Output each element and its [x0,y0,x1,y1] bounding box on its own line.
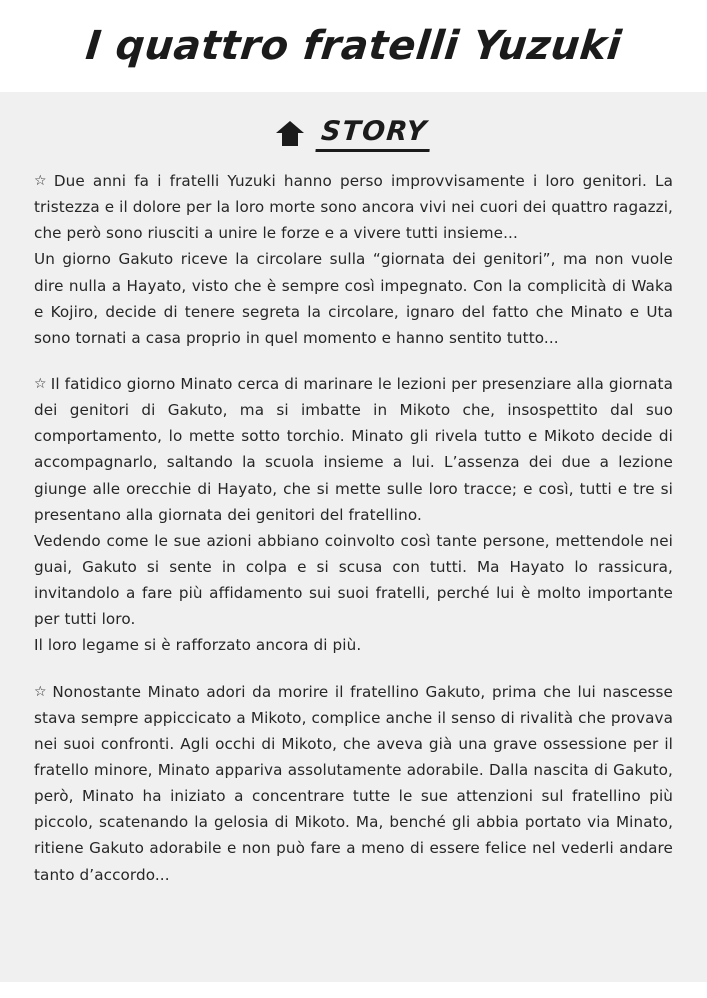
header-band [0,0,707,92]
story-paragraph [34,246,673,351]
story-paragraph-text: Due anni fa i fratelli Yuzuki hanno perso improvvisamente i loro genitori. La tristezza e il dolore per la loro morte sono ancora vivi nei cuori dei quattro ragazzi, che però sono riusciti a unire le forze e a vivere tutti insieme... [34,172,673,243]
section-title: STORY [316,116,433,152]
main-content [0,92,707,982]
story-paragraph [34,528,673,633]
home-icon [275,120,305,148]
section-header [34,116,673,152]
story-body [34,168,673,888]
star-bullet-icon: ☆ [34,173,50,189]
story-paragraph [34,371,673,528]
star-bullet-icon: ☆ [34,683,49,700]
story-paragraph [34,632,673,658]
story-paragraph-text: Nonostante Minato adori da morire il fratellino Gakuto, prima che lui nascesse stava sempre appiccicato a Mikoto, complice anche il senso di rivalità che provava nei suoi confronti. Agli occhi di Mikoto, che aveva già una grave ossessione per il fratello minore, Minato appariva assolutamente adorabile. Dalla nascita di Gakuto, però, Minato ha iniziato a concentrare tutte le sue attenzioni sul fratellino più piccolo, scatenando la gelosia di Mikoto. Ma, benché gli abbia portato via Minato, ritiene Gakuto adorabile e non può fare a meno di essere felice nel vederli andare tanto d’accordo... [34,682,673,884]
footer-band [0,982,707,998]
page-title: I quattro fratelli Yuzuki [83,23,624,69]
star-bullet-icon: ☆ [34,375,47,392]
story-paragraph [34,679,673,888]
story-paragraph [34,168,673,246]
story-paragraph-text: Un giorno Gakuto riceve la circolare sulla “giornata dei genitori”, ma non vuole dire nulla a Hayato, visto che è sempre così impegnato. Con la complicità di Waka e Kojiro, decide di tenere segreta la circolare, ignaro del fatto che Minato e Uta sono tornati a casa proprio in quel momento e hanno sentito tutto... [34,250,673,347]
story-paragraph-text: Vedendo come le sue azioni abbiano coinvolto così tante persone, mettendole nei guai, Gakuto si sente in colpa e si scusa con tutti. Ma Hayato lo rassicura, invitandolo a fare più affidamento sui suoi fratelli, perché lui è molto importante per tutti loro. [34,531,673,629]
story-paragraph-text: Il loro legame si è rafforzato ancora di più. [34,636,362,655]
story-paragraph-text: Il fatidico giorno Minato cerca di marinare le lezioni per presenziare alla giornata dei genitori di Gakuto, ma si imbatte in Mikoto che, insospettito dal suo comportamento, lo mette sotto torchio. Minato gli rivela tutto e Mikoto decide di accompagnarlo, saltando la scuola insieme a lui. L’assenza dei due a lezione giunge alle orecchie di Hayato, che si mette sulle loro tracce; e così, tutti e tre si presentano alla giornata dei genitori del fratellino. [34,374,673,524]
